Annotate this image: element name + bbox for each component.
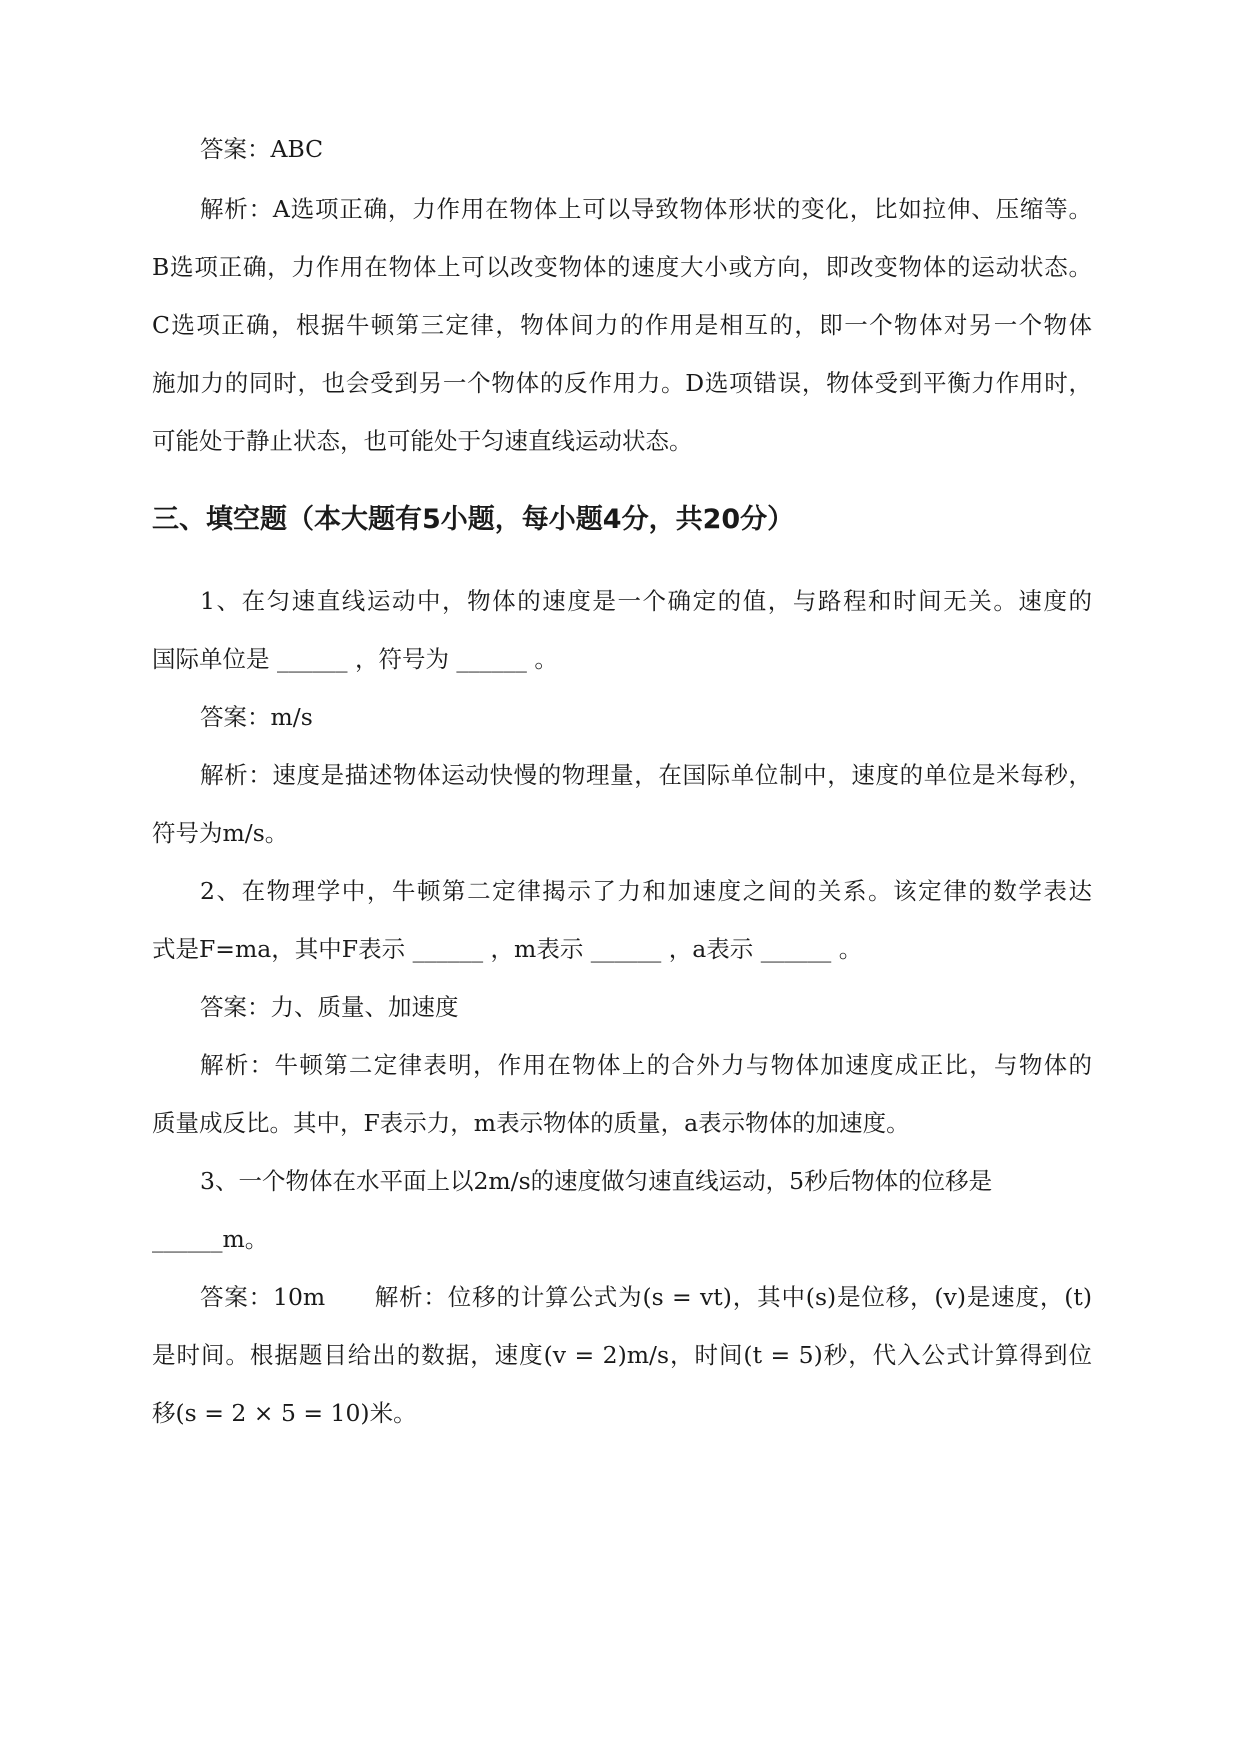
q3-answer-explanation-line: 是时间。根据题目给出的数据，速度(v = 2)m/s，时间(t = 5)秒，代入公式计算得到位: [152, 1341, 1092, 1369]
q2-explanation-line: 质量成反比。其中，F表示力，m表示物体的质量，a表示物体的加速度。: [152, 1109, 910, 1137]
q1-explanation-line: 符号为m/s。: [152, 819, 289, 847]
prev-explanation-line: B选项正确，力作用在物体上可以改变物体的速度大小或方向，即改变物体的运动状态。: [152, 253, 1092, 281]
q1-stem-line: 1、在匀速直线运动中，物体的速度是一个确定的值，与路程和时间无关。速度的: [200, 587, 1092, 615]
prev-explanation-line: 施加力的同时，也会受到另一个物体的反作用力。D选项错误，物体受到平衡力作用时，: [152, 369, 1092, 397]
q2-explanation-line: 解析：牛顿第二定律表明，作用在物体上的合外力与物体加速度成正比，与物体的: [200, 1051, 1092, 1079]
prev-explanation-line: 解析：A选项正确，力作用在物体上可以导致物体形状的变化，比如拉伸、压缩等。: [200, 195, 1092, 223]
section-heading: 三、填空题（本大题有5小题，每小题4分，共20分）: [152, 504, 795, 535]
q3-stem-line: ______m。: [152, 1225, 269, 1253]
q1-stem-line: 国际单位是 ______ ，符号为 ______ 。: [152, 645, 558, 673]
prev-answer: 答案：ABC: [200, 135, 324, 163]
q2-stem-line: 2、在物理学中，牛顿第二定律揭示了力和加速度之间的关系。该定律的数学表达: [200, 877, 1092, 905]
q1-explanation-line: 解析：速度是描述物体运动快慢的物理量，在国际单位制中，速度的单位是米每秒，: [200, 761, 1092, 789]
q1-answer: 答案：m/s: [200, 703, 313, 731]
q2-answer: 答案：力、质量、加速度: [200, 993, 459, 1021]
q3-answer-explanation-line: 移(s = 2 × 5 = 10)米。: [152, 1399, 417, 1427]
prev-explanation-line: 可能处于静止状态，也可能处于匀速直线运动状态。: [152, 427, 693, 455]
q2-stem-line: 式是F=ma，其中F表示 ______ ，m表示 ______ ，a表示 ______ 。: [152, 935, 863, 963]
q3-answer-explanation-line: 答案：10m 解析：位移的计算公式为(s = vt)，其中(s)是位移，(v)是速度，(t): [200, 1283, 1092, 1311]
prev-explanation-line: C选项正确，根据牛顿第三定律，物体间力的作用是相互的，即一个物体对另一个物体: [152, 311, 1092, 339]
q3-stem-line: 3、一个物体在水平面上以2m/s的速度做匀速直线运动，5秒后物体的位移是: [200, 1167, 993, 1195]
